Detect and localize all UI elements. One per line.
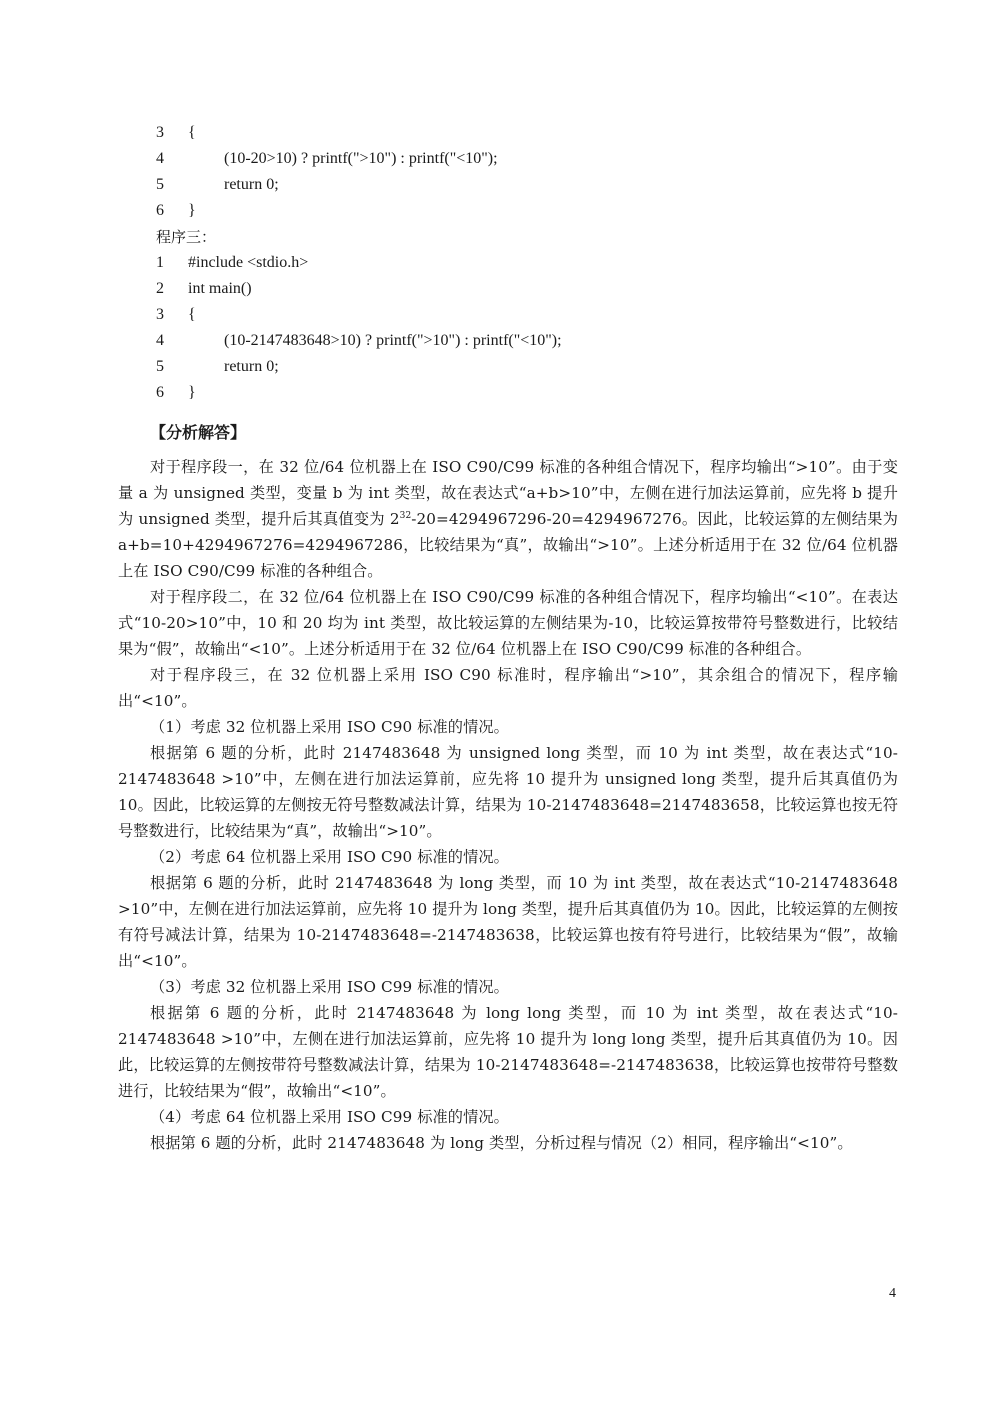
- line-number: 4: [156, 150, 164, 167]
- paragraph-program-two: 对于程序段二，在 32 位/64 位机器上在 ISO C90/C99 标准的各种组合情况下，程序均输出“<10”。在表达式“10-20>10”中，10 和 20 均为 int 类型，故比较运算的左侧结果为-10，比较运算按带符号整数进行，比较结果为“假”，故输出“<10”。上述分析适用于在 32 位/64 位机器上在 ISO C90/C99 标准的各种组合。: [118, 588, 898, 658]
- case-2-title: （2）考虑 64 位机器上采用 ISO C90 标准的情况。: [150, 848, 509, 866]
- code-line: [156, 331, 562, 351]
- code-line: [156, 175, 279, 195]
- code-line: [156, 279, 252, 299]
- code-line: [156, 383, 196, 403]
- line-number: 3: [156, 124, 164, 141]
- code-text: }: [188, 384, 196, 401]
- case-4-body: 根据第 6 题的分析，此时 2147483648 为 long 类型，分析过程与情况（2）相同，程序输出“<10”。: [150, 1134, 853, 1152]
- code-line: [156, 123, 196, 143]
- line-number: 6: [156, 384, 164, 401]
- code-text: int main(): [188, 280, 252, 297]
- analysis-body: [118, 454, 898, 1156]
- line-number: 4: [156, 332, 164, 349]
- case-3-body: 根据第 6 题的分析，此时 2147483648 为 long long 类型，而 10 为 int 类型，故在表达式“10-2147483648 >10”中，左侧在进行加法运算前，应先将 10 提升为 long long 类型，提升后其真值仍为 10。因此，比较运算的左侧按带符号整数减法计算，结果为 10-2147483648=-2147483638，比较运算也按带符号整数进行，比较结果为“假”，故输出“<10”。: [118, 1004, 898, 1100]
- code-line: [156, 201, 196, 221]
- code-text: }: [188, 202, 196, 219]
- code-text: return 0;: [224, 176, 279, 193]
- code-line: [156, 149, 498, 169]
- case-1-title: （1）考虑 32 位机器上采用 ISO C90 标准的情况。: [150, 718, 509, 736]
- code-text: #include <stdio.h>: [188, 254, 309, 271]
- analysis-heading: 【分析解答】: [150, 423, 247, 442]
- code-text: {: [188, 124, 196, 141]
- code-text: {: [188, 306, 196, 323]
- line-number: 5: [156, 358, 164, 375]
- code-line: [156, 253, 308, 273]
- line-number: 2: [156, 280, 164, 297]
- line-number: 6: [156, 202, 164, 219]
- case-4-title: （4）考虑 64 位机器上采用 ISO C99 标准的情况。: [150, 1108, 509, 1126]
- paragraph-program-one: 对于程序段一，在 32 位/64 位机器上在 ISO C90/C99 标准的各种组合情况下，程序均输出“>10”。由于变量 a 为 unsigned 类型，变量 b 为 int 类型，故在表达式“a+b>10”中，左侧在进行加法运算前，应先将 b 提升为 unsigned 类型，提升后其真值变为 $2^{32}-20=4294967296-20=4294967276$。因此，比较运算的左侧结果为 a+b=10+4294967276=4294967286，比较结果为“真”，故输出“>10”。上述分析适用于在 32 位/64 位机器上在 ISO C90/C99 标准的各种组合。: [118, 458, 898, 580]
- paragraph-program-three: 对于程序段三，在 32 位机器上采用 ISO C90 标准时，程序输出“>10”，其余组合的情况下，程序输出“<10”。: [118, 666, 898, 710]
- code-text: (10-20>10) ? printf(">10") : printf("<10");: [224, 150, 498, 167]
- case-1-body: 根据第 6 题的分析，此时 2147483648 为 unsigned long 类型，而 10 为 int 类型，故在表达式“10-2147483648 >10”中，左侧在进行加法运算前，应先将 10 提升为 unsigned long 类型，提升后其真值仍为 10。因此，比较运算的左侧按无符号整数减法计算，结果为 10-2147483648=2147483658，比较运算也按无符号整数进行，比较结果为“真”，故输出“>10”。: [118, 744, 898, 840]
- line-number: 1: [156, 254, 164, 271]
- code-text: (10-2147483648>10) ? printf(">10") : printf("<10");: [224, 332, 562, 349]
- line-number: 3: [156, 306, 164, 323]
- code-text: return 0;: [224, 358, 279, 375]
- line-number: 5: [156, 176, 164, 193]
- code-line: [156, 357, 279, 377]
- code-line: [156, 305, 196, 325]
- program-three-label: 程序三：: [156, 228, 217, 246]
- case-3-title: （3）考虑 32 位机器上采用 ISO C99 标准的情况。: [150, 978, 509, 996]
- case-2-body: 根据第 6 题的分析，此时 2147483648 为 long 类型，而 10 为 int 类型，故在表达式“10-2147483648 >10”中，左侧在进行加法运算前，应先将 10 提升为 long 类型，提升后其真值仍为 10。因此，比较运算的左侧按有符号减法计算，结果为 10-2147483648=-2147483638，比较运算也按有符号进行，比较结果为“假”，故输出“<10”。: [118, 874, 898, 970]
- page-number: 4: [889, 1286, 896, 1301]
